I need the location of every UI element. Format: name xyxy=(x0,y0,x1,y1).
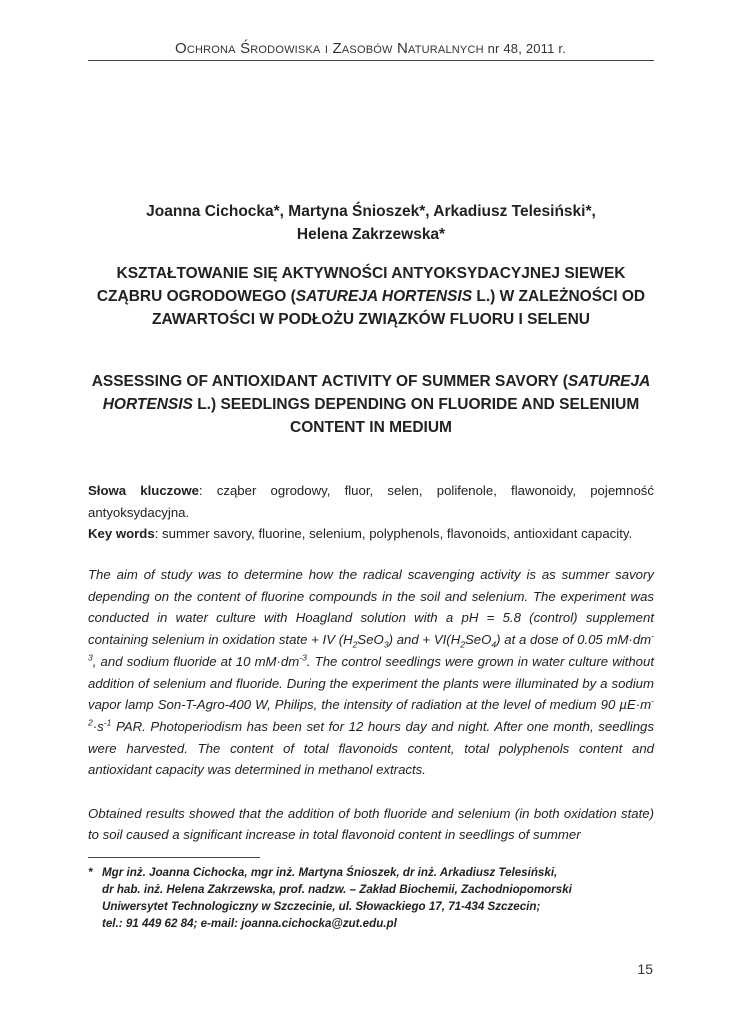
journal-issue: nr 48, 2011 r. xyxy=(487,41,567,56)
title-english xyxy=(88,370,654,439)
title-polish-part-2: L.) W ZALEŻNOŚCI OD ZAWARTOŚCI W PODŁOŻU ZWIĄZKÓW FLUORU I SELENU xyxy=(152,288,646,328)
keywords-english xyxy=(88,523,654,545)
keywords-english-label: Key words xyxy=(88,526,155,541)
footnote-marker: * xyxy=(88,866,93,879)
authors-line-1: Joanna Cichocka*, Martyna Śnioszek*, Arkadiusz Telesiński*, xyxy=(146,203,596,220)
abstract xyxy=(88,564,654,846)
abstract-paragraph-2: Obtained results showed that the addition of both fluoride and selenium (in both oxidation state) to soil caused a significant increase in total flavonoid content in seedlings of summer xyxy=(88,805,654,843)
footnote-line-4: tel.: 91 449 62 84; e-mail: joanna.cichocka@zut.edu.pl xyxy=(102,917,397,930)
footnote-line-2: dr hab. inż. Helena Zakrzewska, prof. nadzw. – Zakład Biochemii, Zachodniopomorski xyxy=(102,883,572,896)
footnote xyxy=(88,864,654,932)
footnote-rule xyxy=(88,857,260,858)
keywords-polish-text: : cząber ogrodowy, fluor, selen, polifenole, flawonoidy, pojemność antyoksydacyjna. xyxy=(88,483,654,520)
running-header xyxy=(88,40,653,57)
footnote-line-1: Mgr inż. Joanna Cichocka, mgr inż. Martyna Śnioszek, dr inż. Arkadiusz Telesiński, xyxy=(102,866,558,879)
keywords-polish xyxy=(88,480,654,523)
header-rule xyxy=(88,60,654,61)
keywords-polish-label: Słowa kluczowe xyxy=(88,483,199,498)
keywords-english-text: : summer savory, fluorine, selenium, polyphenols, flavonoids, antioxidant capacity. xyxy=(154,526,633,541)
title-polish-part-1: KSZTAŁTOWANIE SIĘ AKTYWNOŚCI ANTYOKSYDACYJNEJ SIEWEK CZĄBRU OGRODOWEGO ( xyxy=(96,265,626,305)
page-number: 15 xyxy=(637,961,653,977)
abstract-paragraph-1: The aim of study was to determine how the radical scavenging activity is as summer savory depending on the content of fluorine compounds in the soil and selenium. The experiment was conducted in water culture with Hoagland solution with a pH = 5.8 (control) supplement containing selenium in oxidation state + IV $(H_2SeO_3)$ and + $VI(H_2SeO_4)$ at a dose of 0.05 $mM\cdot dm^{-3}$, and sodium fluoride at 10 $mM\cdot dm^{-3}$. The control seedlings were grown in water culture without addition of selenium and fluoride. During the experiment the plants were illuminated by a sodium vapor lamp Son-T-Agro-400 W, Philips, the intensity of radiation at the level of medium 90 $\mu E\cdot m^{-2}\cdot s^{-1}$ PAR. Photoperiodism has been set for 12 hours day and night. After one month, seedlings were harvested. The content of total flavonoids content, total polyphenols content and antioxidant capacity was determined in methanol extracts. xyxy=(88,567,654,778)
journal-name: Ochrona Środowiska i Zasobów Naturalnych xyxy=(174,40,484,57)
title-polish-species: SATUREJA HORTENSIS xyxy=(295,288,473,305)
title-polish xyxy=(88,262,654,331)
authors-line-2: Helena Zakrzewska* xyxy=(296,226,446,243)
title-english-part-1: ASSESSING OF ANTIOXIDANT ACTIVITY OF SUMMER SAVORY ( xyxy=(91,373,568,390)
title-english-species: SATUREJA HORTENSIS xyxy=(102,373,651,413)
authors xyxy=(88,200,654,246)
title-english-part-2: L.) SEEDLINGS DEPENDING ON FLUORIDE AND SELENIUM CONTENT IN MEDIUM xyxy=(192,396,640,436)
footnote-line-3: Uniwersytet Technologiczny w Szczecinie, ul. Słowackiego 17, 71-434 Szczecin; xyxy=(102,900,541,913)
keywords-block xyxy=(88,480,654,545)
